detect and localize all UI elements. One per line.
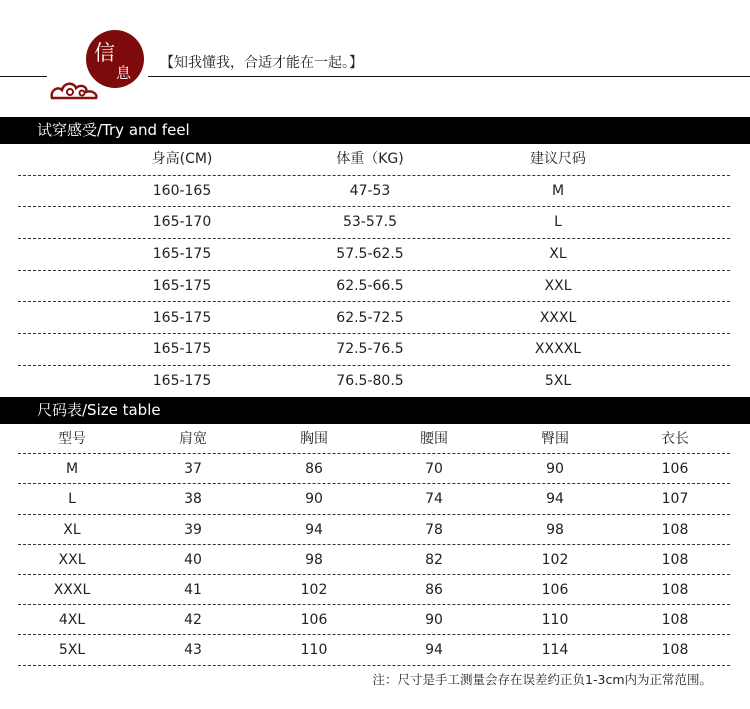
table-row <box>18 515 730 545</box>
footnote: 注：尺寸是手工测量会存在误差约正负1-3cm内为正常范围。 <box>372 672 712 687</box>
table-row <box>18 334 730 366</box>
table-cell: 165-170 <box>152 214 212 231</box>
table-cell: 108 <box>661 521 689 538</box>
column-header: 肩宽 <box>179 431 207 447</box>
table-cell: 42 <box>184 612 202 629</box>
table-cell: 108 <box>661 582 689 598</box>
table-cell: 108 <box>661 612 689 629</box>
table-cell: 86 <box>305 461 323 478</box>
table-cell: 165-175 <box>152 309 212 326</box>
table-cell: XXL <box>58 551 86 568</box>
table-row <box>18 207 730 239</box>
table-cell: 165-175 <box>152 277 212 294</box>
header-line-left <box>0 76 47 77</box>
table-cell: 41 <box>184 582 202 598</box>
table-row <box>18 366 730 398</box>
table-cell: 110 <box>541 612 569 629</box>
table-cell: XXXXL <box>534 341 582 358</box>
table-cell: 108 <box>661 551 689 568</box>
size-section-title: 尺码表/Size table <box>0 397 750 424</box>
table-cell: 39 <box>184 521 202 538</box>
table-row <box>18 176 730 208</box>
table-cell: 98 <box>546 521 564 538</box>
slogan: 【知我懂我，合适才能在一起。】 <box>160 55 363 71</box>
cloud-ornament-icon <box>50 78 100 102</box>
column-header: 型号 <box>58 431 86 447</box>
table-cell: 43 <box>184 642 202 659</box>
table-cell: 76.5-80.5 <box>336 372 404 389</box>
table-cell: 165-175 <box>152 246 212 263</box>
table-row <box>18 271 730 303</box>
table-cell: 70 <box>425 461 443 478</box>
table-header-row <box>18 424 730 454</box>
table-cell: XL <box>549 246 567 263</box>
table-row <box>18 635 730 665</box>
table-cell: 110 <box>300 642 328 659</box>
table-cell: 40 <box>184 551 202 568</box>
table-cell: 114 <box>541 642 569 659</box>
table-cell: 78 <box>425 521 443 538</box>
table-cell: 72.5-76.5 <box>336 341 404 358</box>
table-row <box>18 605 730 635</box>
table-row <box>18 454 730 484</box>
table-cell: 37 <box>184 461 202 478</box>
table-cell: 165-175 <box>152 341 212 358</box>
table-cell: 102 <box>541 551 569 568</box>
table-cell: 102 <box>300 582 328 598</box>
header-line-right <box>148 76 750 77</box>
table-row <box>18 484 730 514</box>
table-cell: 106 <box>661 461 689 478</box>
table-cell: L <box>554 214 562 231</box>
table-cell: 94 <box>425 642 443 659</box>
table-cell: 5XL <box>58 642 86 659</box>
table-cell: 90 <box>546 461 564 478</box>
table-row <box>18 575 730 605</box>
table-cell: 165-175 <box>152 372 212 389</box>
table-cell: 106 <box>300 612 328 629</box>
table-cell: 47-53 <box>349 182 391 199</box>
column-header: 建议尺码 <box>530 151 586 167</box>
table-cell: 82 <box>425 551 443 568</box>
try-section-title: 试穿感受/Try and feel <box>0 117 750 144</box>
badge-char-2: 息 <box>116 64 132 82</box>
column-header: 体重（KG) <box>336 151 404 167</box>
table-cell: 107 <box>661 491 689 508</box>
table-cell: XXXL <box>539 309 577 326</box>
table-cell: 86 <box>425 582 443 598</box>
table-cell: 90 <box>305 491 323 508</box>
column-header: 臀围 <box>541 431 569 447</box>
table-row <box>18 545 730 575</box>
table-row <box>18 303 730 335</box>
table-cell: 90 <box>425 612 443 629</box>
table-cell: 108 <box>661 642 689 659</box>
table-cell: 4XL <box>58 612 86 629</box>
table-cell: L <box>68 491 76 508</box>
table-cell: 62.5-66.5 <box>336 277 404 294</box>
table-cell: 94 <box>305 521 323 538</box>
column-header: 衣长 <box>661 431 689 447</box>
column-header: 胸围 <box>300 431 328 447</box>
table-cell: 94 <box>546 491 564 508</box>
table-cell: 57.5-62.5 <box>336 246 404 263</box>
table-cell: 5XL <box>544 372 572 389</box>
column-header: 身高(CM) <box>151 151 213 167</box>
table-cell: M <box>551 182 565 199</box>
table-cell: M <box>65 461 79 478</box>
table-row <box>18 239 730 271</box>
table-cell: 98 <box>305 551 323 568</box>
table-cell: 106 <box>541 582 569 598</box>
table-cell: XXXL <box>53 582 91 598</box>
table-cell: XXL <box>544 277 572 294</box>
badge-char-1: 信 <box>94 41 115 65</box>
table-cell: 62.5-72.5 <box>336 309 404 326</box>
column-header: 腰围 <box>420 431 448 447</box>
table-cell: 160-165 <box>152 182 212 199</box>
table-cell: 38 <box>184 491 202 508</box>
table-cell: 74 <box>425 491 443 508</box>
table-cell: 53-57.5 <box>342 214 398 231</box>
table-header-row <box>18 144 730 176</box>
table-cell: XL <box>63 521 81 538</box>
